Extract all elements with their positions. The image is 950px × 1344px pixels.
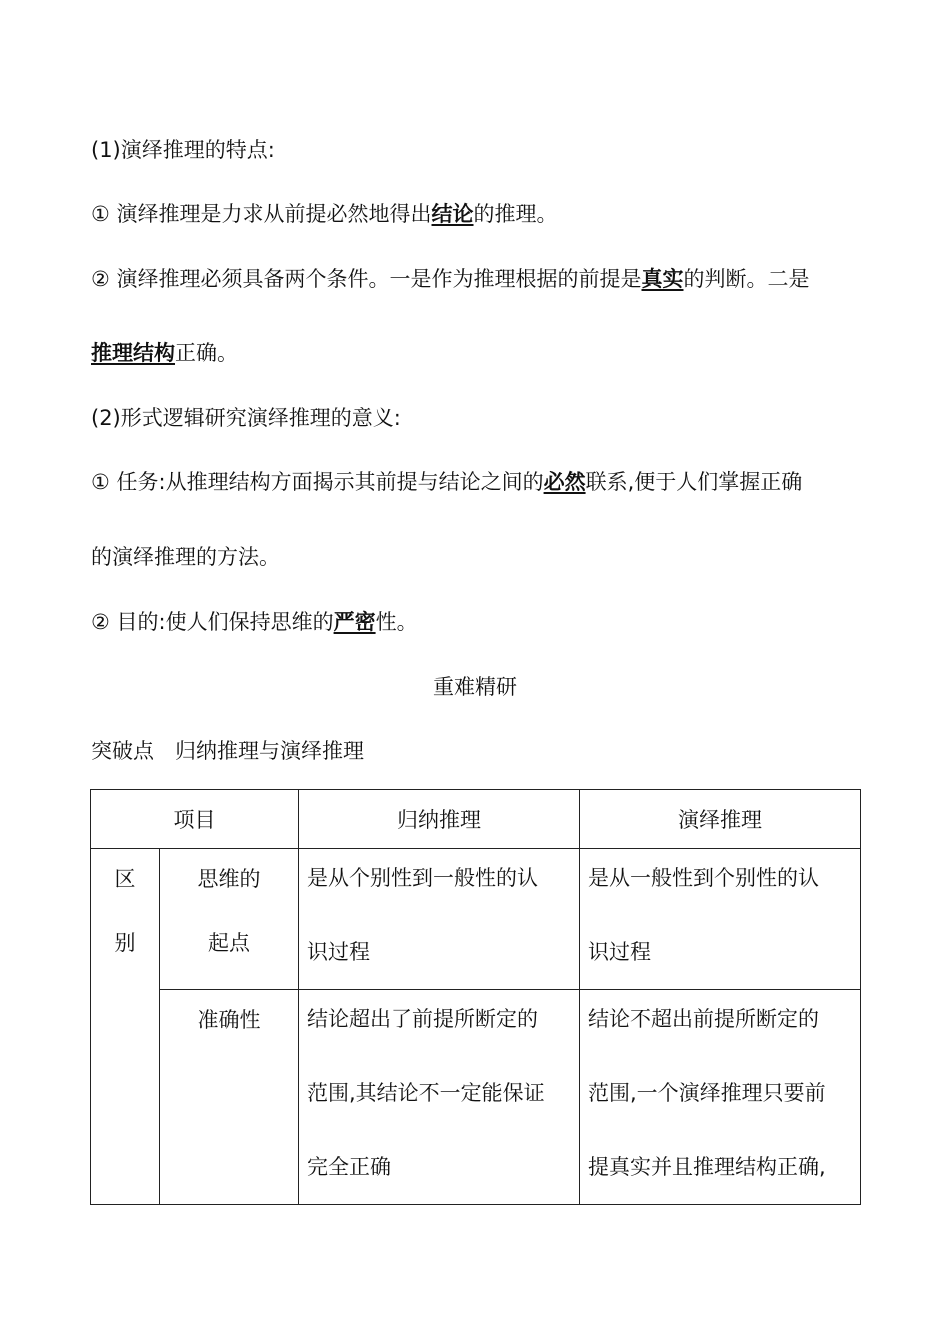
comparison-table: [90, 789, 861, 1205]
table-row: [91, 990, 861, 1205]
purpose-text: ② 目的:使人们保持思维的: [91, 610, 334, 634]
point1-text-end: 的推理。: [473, 202, 558, 226]
point1-text: ① 演绎推理是力求从前提必然地得出: [91, 202, 432, 226]
key-term-true: 真实: [641, 267, 684, 291]
inductive-cell: [299, 849, 580, 990]
task-text-end: 联系,便于人们掌握正确: [585, 470, 803, 494]
section1-point2-cont: [91, 338, 238, 368]
section2-point1: [91, 467, 802, 497]
table-row: [91, 849, 861, 990]
aspect-text: 起点: [208, 931, 250, 955]
cell-text-line: 完全正确: [307, 1155, 391, 1179]
key-term-rigor: 严密: [333, 610, 376, 634]
aspect-text: 准确性: [197, 1008, 261, 1032]
purpose-text-end: 性。: [375, 610, 418, 634]
section-title: 重难精研: [433, 675, 517, 699]
header-deductive: 演绎推理: [580, 790, 861, 849]
aspect-cell: [160, 990, 299, 1205]
section2-point2: [91, 607, 418, 637]
group-label-cell: [91, 849, 160, 1205]
cell-text-line: 是从一般性到个别性的认: [588, 866, 819, 890]
cell-text-line: 识过程: [307, 940, 370, 964]
point2-text-mid: 的判断。二是: [683, 267, 810, 291]
key-term-structure: 推理结构: [91, 341, 175, 365]
section1-heading: (1)演绎推理的特点:: [91, 138, 275, 162]
cell-text-line: 提真实并且推理结构正确,: [588, 1155, 826, 1179]
header-item: 项目: [91, 790, 299, 849]
deductive-cell: [580, 990, 861, 1205]
group-label-char: 别: [114, 931, 136, 955]
task-text: ① 任务:从推理结构方面揭示其前提与结论之间的: [91, 470, 544, 494]
cell-text-line: 结论不超出前提所断定的: [588, 1007, 819, 1031]
section2-point1-cont: 的演绎推理的方法。: [91, 545, 280, 569]
point2-text-end: 正确。: [175, 341, 238, 365]
section1-point2: [91, 264, 810, 294]
cell-text-line: 范围,其结论不一定能保证: [307, 1081, 545, 1105]
aspect-text: 思维的: [197, 867, 261, 891]
point2-text: ② 演绎推理必须具备两个条件。一是作为推理根据的前提是: [91, 267, 642, 291]
deductive-cell: [580, 849, 861, 990]
section1-point1: [91, 199, 558, 229]
cell-text-line: 是从个别性到一般性的认: [307, 866, 538, 890]
inductive-cell: [299, 990, 580, 1205]
cell-text-line: 范围,一个演绎推理只要前: [588, 1081, 826, 1105]
subtitle: 突破点 归纳推理与演绎推理: [91, 739, 364, 763]
cell-text-line: 结论超出了前提所断定的: [307, 1007, 538, 1031]
header-inductive: 归纳推理: [299, 790, 580, 849]
aspect-cell: [160, 849, 299, 990]
key-term-necessary: 必然: [543, 470, 586, 494]
cell-text-line: 识过程: [588, 940, 651, 964]
key-term-conclusion: 结论: [431, 202, 474, 226]
group-label-char: 区: [114, 867, 136, 891]
section2-heading: (2)形式逻辑研究演绎推理的意义:: [91, 406, 401, 430]
